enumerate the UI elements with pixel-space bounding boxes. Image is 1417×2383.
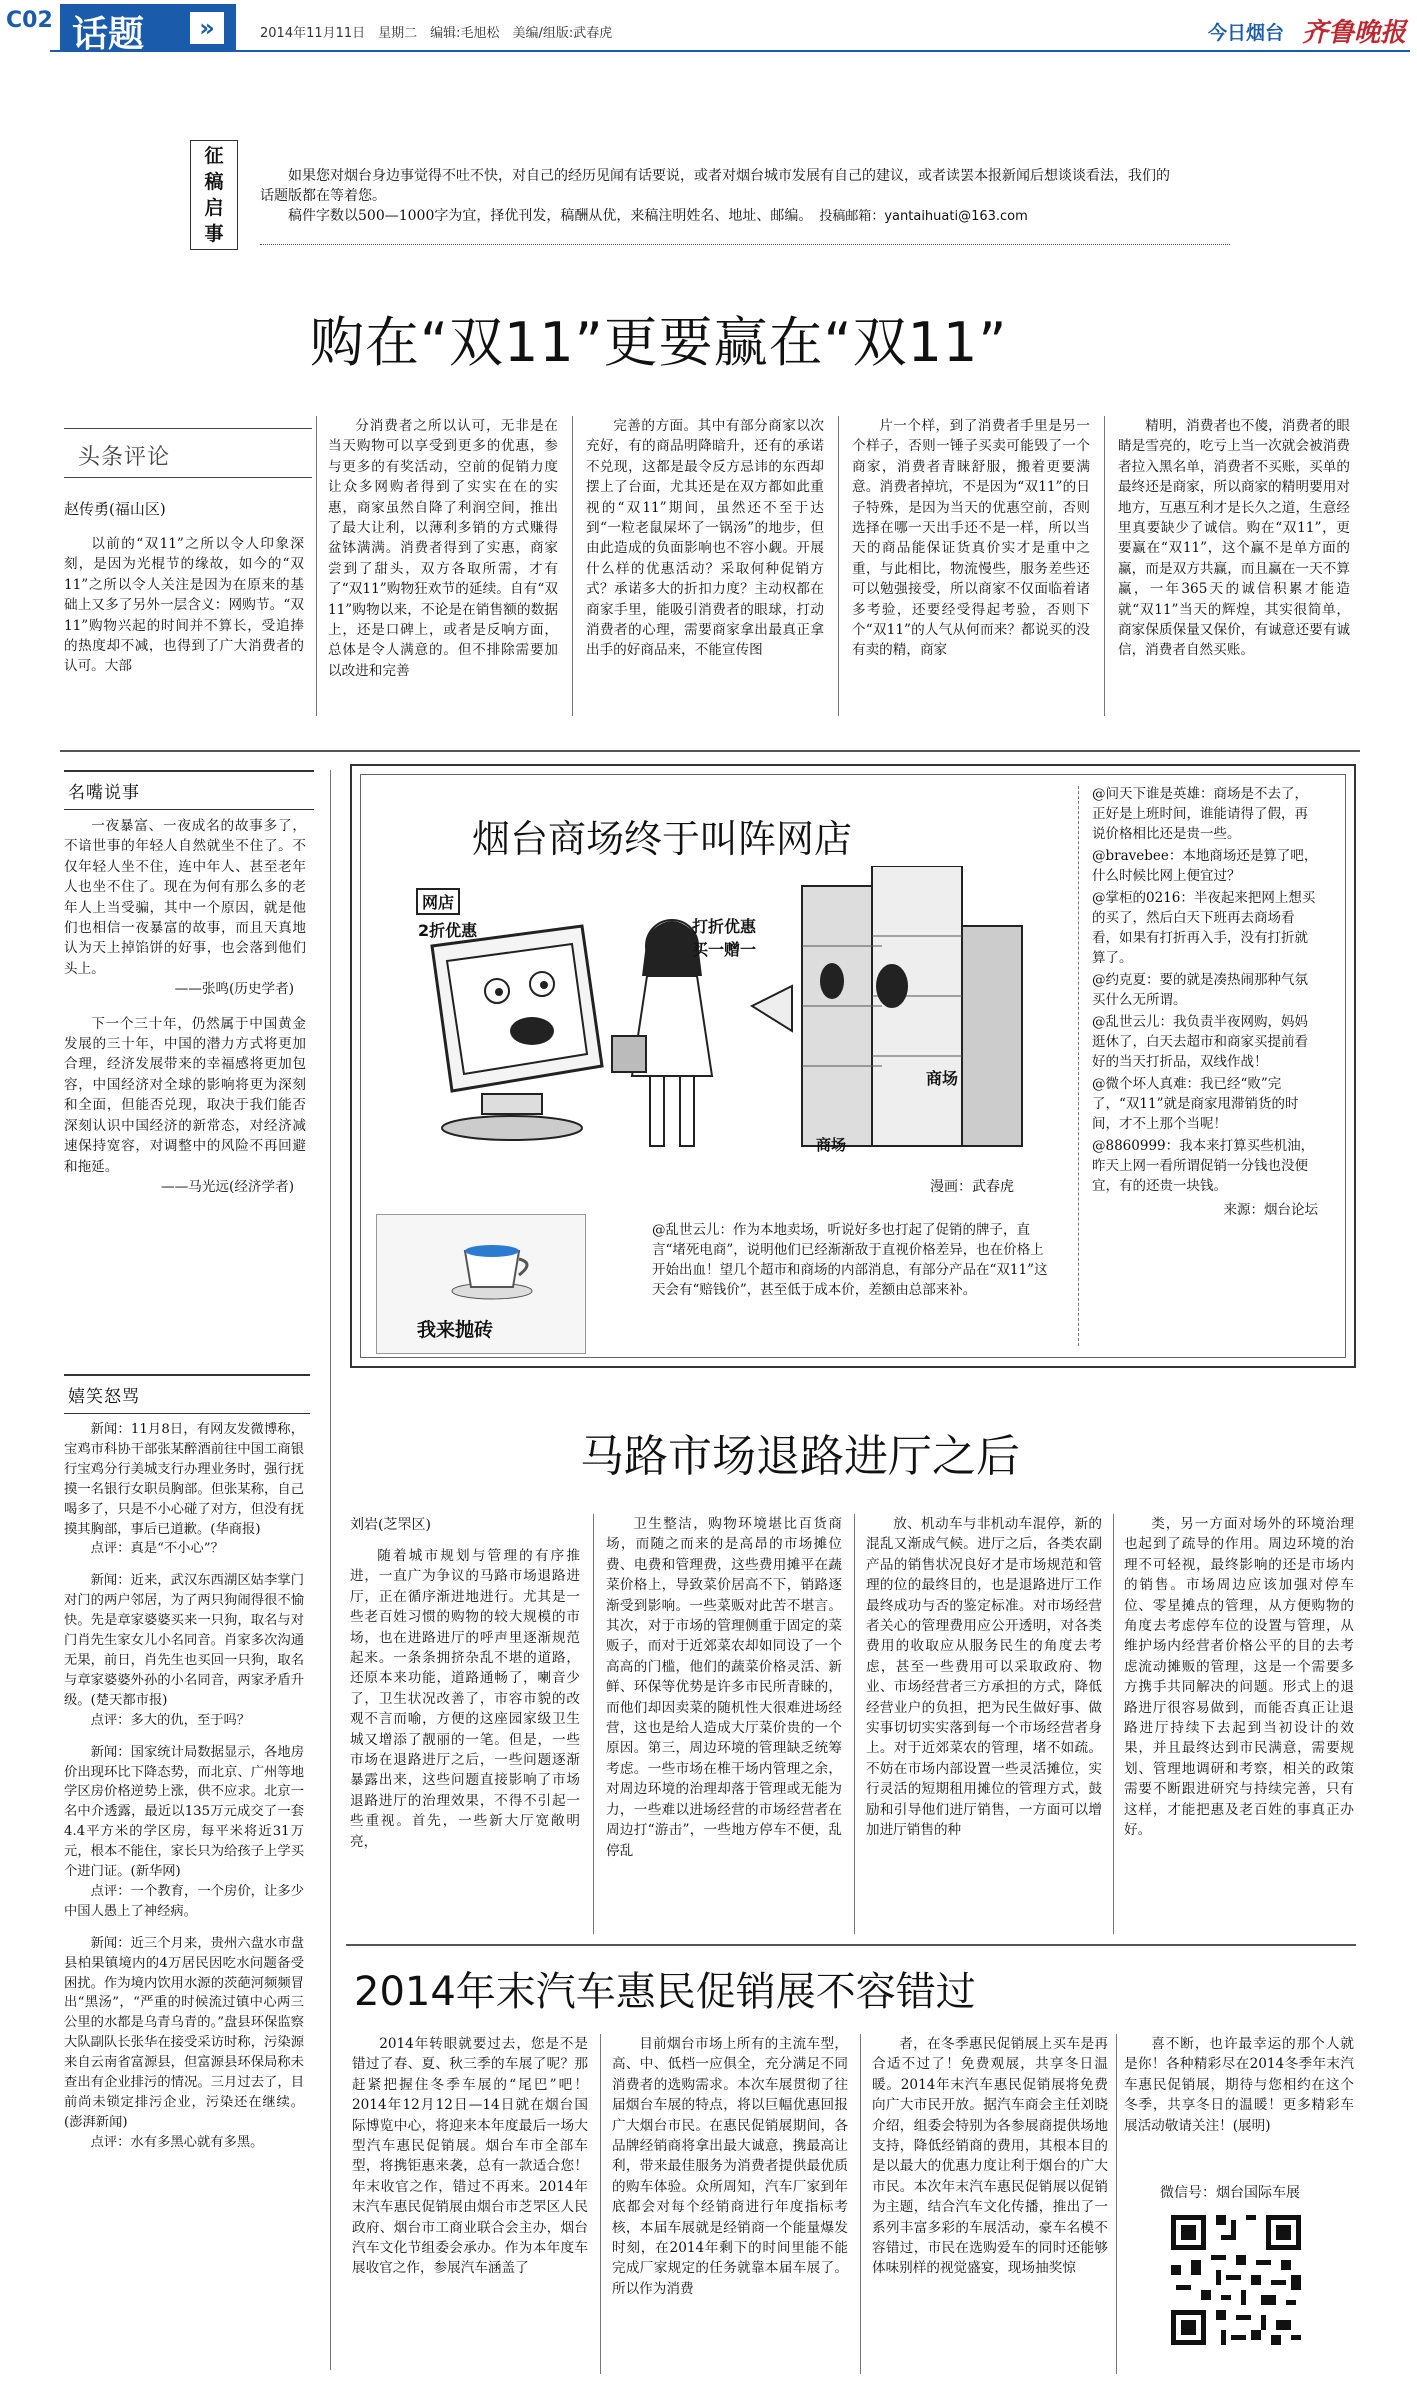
comment: @乱世云儿：我负责半夜网购，妈妈逛休了，白天去超市和商家买提前看好的当天打折品，双线作战！ [1092, 1014, 1308, 1070]
col-divider [854, 1514, 855, 1934]
sidebar2-body [64, 1420, 304, 2153]
notice-char: 启 [204, 197, 224, 219]
notice-underline [260, 244, 1230, 245]
comment: @微个坏人真难：我已经“败”完了，“双11”就是商家甩滞销货的时间，才不上那个当呢！ [1092, 1076, 1299, 1132]
notice-char: 征 [204, 145, 224, 167]
header-rule [50, 50, 1410, 52]
paragraph: 完善的方面。其中有部分商家以次充好，有的商品明降暗升，还有的承诺不兑现，这都是最令反方忌讳的东西却摆上了台面，尤其还是在双方都如此重视的“双11”期间，虽然还不至于达到“一粒老鼠屎坏了一锅汤”的地步，但由此造成的负面影响也不容小觑。开展什么样的优惠活动？采取何种促销方式？承诺多大的折扣力度？主动权都在商家手里，能吸引消费者的眼球，打动消费者的心理，需要商家拿出最真正拿出手的好商品来，不能宣传图 [586, 418, 824, 659]
article1-col4 [852, 416, 1090, 661]
col-divider [593, 1514, 594, 1934]
mall-tag: 商场 [926, 1069, 959, 1088]
paragraph: 随着城市规划与管理的有序推进，一直广为争议的马路市场退路进厅，正在循序渐进地进行。尤其是一些老百姓习惯的购物的较大规模的市场，也在进路进厅的呼声里逐渐规范起来。一条条拥挤杂乱不堪的道路，还原本来功能，道路通畅了，喇音少了，卫生状况改善了，市容市貌的改观不言而喻，方便的这座园家级卫生城又增添了靓丽的一笔。但是，一些市场在退路进厅之后，一些问题逐渐暴露出来，这些问题直接影响了市场退路进厅的治理效果，不得不引起一些重视。首先，一些新大厅宽敞明亮， [350, 1548, 580, 1850]
comment-divider [1078, 786, 1079, 1346]
sidebar1-title: 名嘴说事 [68, 783, 140, 803]
notice-box [190, 140, 1230, 250]
article3-title: 2014年末汽车惠民促销展不容错过 [354, 1969, 976, 2015]
comment: @掌柜的0216：半夜起来把网上想买的买了，然后白天下班再去商场看看，如果有打折再入手，没有打折就算了。 [1092, 890, 1316, 966]
section-badge [60, 4, 236, 55]
computer-monitor [432, 926, 602, 1140]
newspaper-logo: 齐鲁晚报 [1302, 18, 1407, 48]
article3-col3 [872, 2034, 1108, 2374]
megaphone-icon [752, 986, 792, 1031]
article1-section-label [64, 428, 312, 478]
paragraph: 喜不断，也许最幸运的那个人就是你！各种精彩尽在2014冬季年末汽车惠民促销展，期待与您相约在这个冬季，共享冬日的温暖！更多精彩车展活动敬请关注！(展明) [1124, 2036, 1354, 2134]
cartoon-illustration [372, 866, 1072, 1166]
header-meta: 2014年11月11日 星期二 编辑:毛旭松 美编/组版:武春虎 [260, 26, 613, 41]
notice-char: 稿 [204, 171, 224, 193]
paragraph: 者，在冬季惠民促销展上买车是再合适不过了！免费观展，共享冬日温暖。2014年末汽车惠民促销展将免费向广大市民开放。据汽车商会主任刘晓介绍，组委会特别为各参展商提供场地支持，降低经销商的费用，其根本目的是以最大的优惠力度让利于烟台的广大市民。本次年末汽车惠民促销展以促销为主题，结合汽车文化传播，推出了一系列丰富多彩的车展活动，豪车名模不容错过，市民在选购爱车的同时还能够体味别样的视觉盛宴，现场抽奖惊 [872, 2036, 1108, 2277]
section-rule [346, 1944, 1356, 1946]
col-divider [1113, 1514, 1114, 1934]
news-comment: 点评：一个教育，一个房价，让多少中国人愚上了神经病。 [64, 1883, 304, 1919]
comment: @约克夏：要的就是凑热闹那种气氛买什么无所谓。 [1092, 972, 1308, 1008]
header-column: 今日烟台 [1208, 22, 1285, 44]
article2-col3 [866, 1514, 1102, 1841]
notice-email: 投稿邮箱：yantaihuati@163.com [819, 209, 1028, 224]
chevron-right-icon: » [190, 12, 224, 44]
article1-col3 [586, 416, 824, 661]
col-divider [1104, 416, 1105, 716]
notice-char: 事 [204, 223, 224, 245]
news-comment: 点评：真是“不小心”？ [90, 1541, 224, 1557]
sidebar2-title: 嬉笑怒骂 [68, 1387, 140, 1407]
paragraph: 一夜暴富、一夜成名的故事多了，不谙世事的年轻人自然就坐不住了。不仅年轻人坐不住，连中年人、甚至老年人也坐不住了。现在为何有那么多的老年人上当受骗，其中一个原因，就是他们也相信一夜暴富的故事，而且天真地认为天上掉馅饼的好事，也会落到他们头上。 [64, 818, 306, 977]
news-item: 新闻：11月8日，有网友发微博称，宝鸡市科协干部张某醉酒前往中国工商银行宝鸡分行美城支行办理业务时，强行抚摸一名银行女职员胸部。但张某称，自己喝多了，只是不小心碰了对方，但没有抚摸其胸部，事后已道歉。(华商报) [64, 1422, 304, 1537]
col-divider [1116, 2034, 1117, 2374]
sidebar2-header [64, 1374, 310, 1414]
qr-code-icon [1166, 2210, 1306, 2350]
news-item: 新闻：近三个月来，贵州六盘水市盘县柏果镇境内的4万居民因吃水问题备受困扰。作为境内饮用水源的茨葩河频频冒出“黑汤”，“严重的时候流过镇中心两三公里的水都是乌青乌青的。”盘县环保监察大队副队长张华在接受采访时称，污染源来自云南省富源县，但富源县环保局称未查出有企业排污的情况。三月过去了，目前尚未锁定排污企业，污染还在继续。(澎湃新闻) [64, 1935, 304, 2130]
signature: ——马光远(经济学者) [161, 1178, 294, 1195]
col-divider [838, 416, 839, 716]
brick-widget [376, 1214, 586, 1354]
article2-col4 [1124, 1514, 1354, 1841]
article3-col1 [352, 2034, 588, 2374]
news-item: 新闻：近来，武汉东西湖区姑李掌门对门的两户邻居，为了两只狗闹得很不愉快。先是章家婆婆买来一只狗，取名与对门肖先生家女儿小名同音。肖家多次沟通无果，前日，肖先生也买回一只狗，取名与章家婆婆外孙的小名同音，两家矛盾升级。(楚天都市报) [64, 1573, 304, 1708]
paragraph: 片一个样，到了消费者手里是另一个样子，否则一锤子买卖可能毁了一个商家，消费者青睐舒服，搬着更要满意。消费者掉坑，不是因为“双11”的日子特殊，是因为当天的优惠空前，否则选择在哪一天出手还不是一样，所以当天的商品能保证货真价实才是重中之重，与此相比，物流慢些，服务差些还可以勉强接受，所以商家不仅面临着诸多考验，还要经受得起考验，否则下个“双11”的人气从何而来？都说买的没有卖的精，商家 [852, 418, 1090, 659]
main-comment: @乱世云儿：作为本地卖场，听说好多也打起了促销的牌子，直言“堵死电商”，说明他们已经渐渐敌于直视价格差异，也在价格上开始出血！望几个超市和商场的内部消息，有部分产品在“双11”这天会有“赔钱价”，甚至低于成本价，差额由总部来补。 [652, 1222, 1048, 1298]
section-title: 话题 [72, 14, 145, 55]
comment-source: 来源：烟台论坛 [1223, 1202, 1318, 1218]
comment-list [1092, 784, 1318, 1222]
coffee-cup-icon [447, 1231, 537, 1301]
mall-offer-line1: 打折优惠 [692, 917, 757, 936]
col-divider [600, 2034, 601, 2374]
online-discount-tag: 2折优惠 [418, 921, 478, 940]
mall-building [962, 926, 1022, 1146]
article2-author: 刘岩(芝罘区) [350, 1517, 431, 1533]
mall-offer-tag [692, 914, 756, 960]
paragraph: 卫生整洁，购物环境堪比百货商场，而随之而来的是高昂的市场摊位费、电费和管理费，这些费用摊平在蔬菜价格上，导致菜价居高不下，销路逐渐受到影响。一些菜贩对此苦不堪言。其次，对于市场的管理侧重于固定的菜贩子，而对于近郊菜农却如同设了一个高高的门槛，他们的蔬菜价格灵活、新鲜、环保等优势是许多市民所青睐的，而他们却因卖菜的随机性大很难进场经营，这也是给人造成大厅菜价贵的一个原因。第三，周边环境的管理缺乏统筹考虑。一些市场在椎干场内管理之余，对周边环境的治理却落于管理或无能为力，一些难以进场经营的市场经营者在周边打“游击”，一些地方停车不便，乱停乱 [606, 1516, 842, 1859]
notice-body [260, 166, 1180, 227]
notice-label [190, 140, 238, 250]
news-comment: 点评：多大的仇，至于吗？ [90, 1712, 251, 1728]
col-divider [572, 416, 573, 716]
sidebar1-header [64, 770, 314, 810]
paragraph: 下一个三十年，仍然属于中国黄金发展的三十年，中国的潜力方式将更加合理，经济发展带来的幸福感将更加包容，中国经济对全球的影响将更为深刻和全面，但能否兑现，取决于我们能否深刻认识中国经济的新常态，对经济减速保持宽容，对调整中的风险不再回避和拖延。 [64, 1015, 306, 1175]
comment: @bravebee：本地商场还是算了吧，什么时候比网上便宜过？ [1092, 848, 1318, 884]
wechat-id: 微信号：烟台国际车展 [1160, 2185, 1300, 2201]
shouting-mouth [876, 964, 908, 1008]
section-rule [60, 750, 1360, 752]
notice-line1: 如果您对烟台身边事觉得不吐不快，对自己的经历见闻有话要说，或者对烟台城市发展有自己的建议，或者读罢本报新闻后想谈谈看法，我们的话题版都在等着您。 [260, 168, 1170, 204]
article3-col2 [612, 2034, 848, 2374]
comment: @问天下谁是英雄：商场是不去了，正好是上班时间，谁能请得了假，再说价格相比还是贵一些。 [1092, 786, 1308, 842]
article2-col2 [606, 1514, 842, 1861]
notice-line2: 稿件字数以500—1000字为宜，择优刊发，稿酬从优，来稿注明姓名、地址、邮编。 [288, 208, 806, 224]
notice-line2-row [260, 206, 1180, 227]
cartoon-box [350, 764, 1356, 1368]
paragraph: 以前的“双11”之所以令人印象深刻，是因为光棍节的缘故，如今的“双11”之所以令人关注是因为在原来的基础上又多了另外一层含义：网购节。“双11”购物兴起的时间并不算长，受追捧的热度却不减，也得到了广大消费者的认可。大部 [64, 536, 304, 675]
section-label-text: 头条评论 [78, 445, 171, 470]
sidebar2 [64, 1374, 310, 2153]
article1-col2 [328, 416, 558, 681]
sidebar1 [64, 770, 314, 1197]
paragraph: 放、机动车与非机动车混停，新的混乱又渐成气候。进厅之后，各类农副产品的销售状况良好才是市场规范和管理的位的最终目的，也是退路进厅工作最终成功与否的鉴定标准。对市场经营者关心的管理费用应公开透明，对各类费用的收取应从服务民生的角度去考虑，甚至一些费用可以采取政府、物业、市场经营者三方承担的方式，降低经营业户的负担，把为民生做好事、做实事切切实实落到每一个市场经营者身上。对于近郊菜农的管理，堵不如疏。不妨在市场内部设置一些灵活摊位，实行灵活的短期租用摊位的管理方式，鼓励和引导他们进厅销售，一方面可以增加进厅销售的种 [866, 1516, 1102, 1839]
shouting-mouth [820, 963, 844, 999]
sidebar1-body [64, 816, 306, 1197]
cartoon-title: 烟台商场终于叫阵网店 [472, 817, 853, 861]
paragraph: 2014年转眼就要过去，您是不是错过了春、夏、秋三季的车展了呢？那赶紧把握住冬季车展的“尾巴”吧！2014年12月12日—14日就在烟台国际博览中心，将迎来本年度最后一场大型汽车惠民促销展。烟台车市全部车型，将携钜惠来袭，总有一款适合您！年末收官之作，错过不再来。2014年末汽车惠民促销展由烟台市芝罘区人民政府、烟台市工商业联合会主办，烟台汽车文化节组委会承办。作为本年度车展收官之作，参展汽车涵盖了 [352, 2036, 588, 2277]
cartoon-credit: 漫画：武春虎 [930, 1179, 1014, 1195]
page-number: C02 [6, 8, 53, 33]
news-comment: 点评：水有多黑心就有多黑。 [90, 2134, 264, 2150]
col-divider [316, 416, 317, 716]
online-shop-tag: 网店 [416, 888, 460, 915]
mall-offer-line2: 买一赠一 [692, 940, 757, 959]
article1-author: 赵传勇(福山区) [64, 500, 166, 518]
brick-widget-label: 我来抛砖 [417, 1319, 494, 1341]
sidebar-divider [330, 770, 331, 2370]
paragraph: 分消费者之所以认可，无非是在当天购物可以享受到更多的优惠，参与更多的有奖活动，空前的促销力度让众多网购者得到了实实在在的实惠，商家虽然自降了利润空间，推出了最大让利，以薄利多销的方式赚得盆钵满满。消费者得到了实惠，商家尝到了甜头，双方各取所需，才有了“双11”购物狂欢节的延续。自有“双11”购物以来，不论是在销售额的数据上，还是口碑上，或者是反响方面，总体是令人满意的。但不排除需要加以改进和完善 [328, 418, 558, 679]
mall-tag-2: 商场 [816, 1136, 847, 1154]
article2-col1 [350, 1546, 580, 1852]
news-item: 新闻：国家统计局数据显示，各地房价出现环比下降态势，而北京、广州等地学区房价格逆势上涨，供不应求。北京一名中介透露，最近以135万元成交了一套4.4平方米的学区房，每平米将近31万元，根本不能住，家长只为给孩子上学买个进门证。(新华网) [64, 1744, 304, 1880]
article1-col5 [1118, 416, 1350, 661]
paragraph: 精明，消费者也不傻，消费者的眼睛是雪亮的，吃亏上当一次就会被消费者拉入黑名单，消费者不买账，买单的最终还是商家，所以商家的精明要用对地方，互惠互利才是长久之道，生意经里真要缺少了诚信。购在“双11”，更要赢在“双11”，这个赢不是单方面的赢，而是双方共赢，而且赢在一天不算赢，一年365天的诚信积累才能造就“双11”当天的辉煌，其实很简单，商家保质保量又保价，有诚意还要有诚信，消费者自然买账。 [1118, 418, 1350, 659]
mall-building [802, 886, 882, 1146]
article3-col4 [1124, 2034, 1354, 2136]
col-divider [860, 2034, 861, 2374]
article1-title: 购在“双11”更要赢在“双11” [310, 311, 1008, 374]
paragraph: 类，另一方面对场外的环境治理也起到了疏导的作用。周边环境的治理不可轻视，最终影响的还是市场内的销售。市场周边应该加强对停车位、零星摊点的管理，从方便购物的角度去考虑停车位的设置与管理，从维护场内经营者价格公平的目的去考虑流动摊贩的管理，这是一个需要多方携手共同解决的问题。形式上的退路进厅很容易做到，而能否真正让退路进厅持续下去起到当初设计的效果，并且最终达到市民满意，需要规划、管理地调研和考察，相关的政策需要不断跟进研究与持续完善，只有这样，才能把惠及老百姓的事真正办好。 [1124, 1516, 1354, 1839]
signature: ——张鸣(历史学者) [174, 981, 294, 998]
comment: @8860999：我本来打算买些机油，昨天上网一看所谓促销一分钱也没便宜，有的还贵一块钱。 [1092, 1138, 1315, 1194]
article1-col1 [64, 534, 304, 677]
paragraph: 目前烟台市场上所有的主流车型，高、中、低档一应俱全，充分满足不同消费者的选购需求。本次车展贯彻了往届烟台车展的特点，将以巨幅优惠回报广大烟台市民。在惠民促销展期间，各品牌经销商将拿出最大诚意，携最高让利，带来最佳服务为消费者提供最优质的购车体验。众所周知，汽车厂家到年底都会对每个经销商进行年度指标考核，本届车展就是经销商一个能量爆发时刻，在2014年剩下的时间里能不能完成厂家规定的任务就靠本届车展了。所以作为消费 [612, 2036, 848, 2297]
article2-title: 马路市场退路进厅之后 [580, 1431, 1020, 1482]
